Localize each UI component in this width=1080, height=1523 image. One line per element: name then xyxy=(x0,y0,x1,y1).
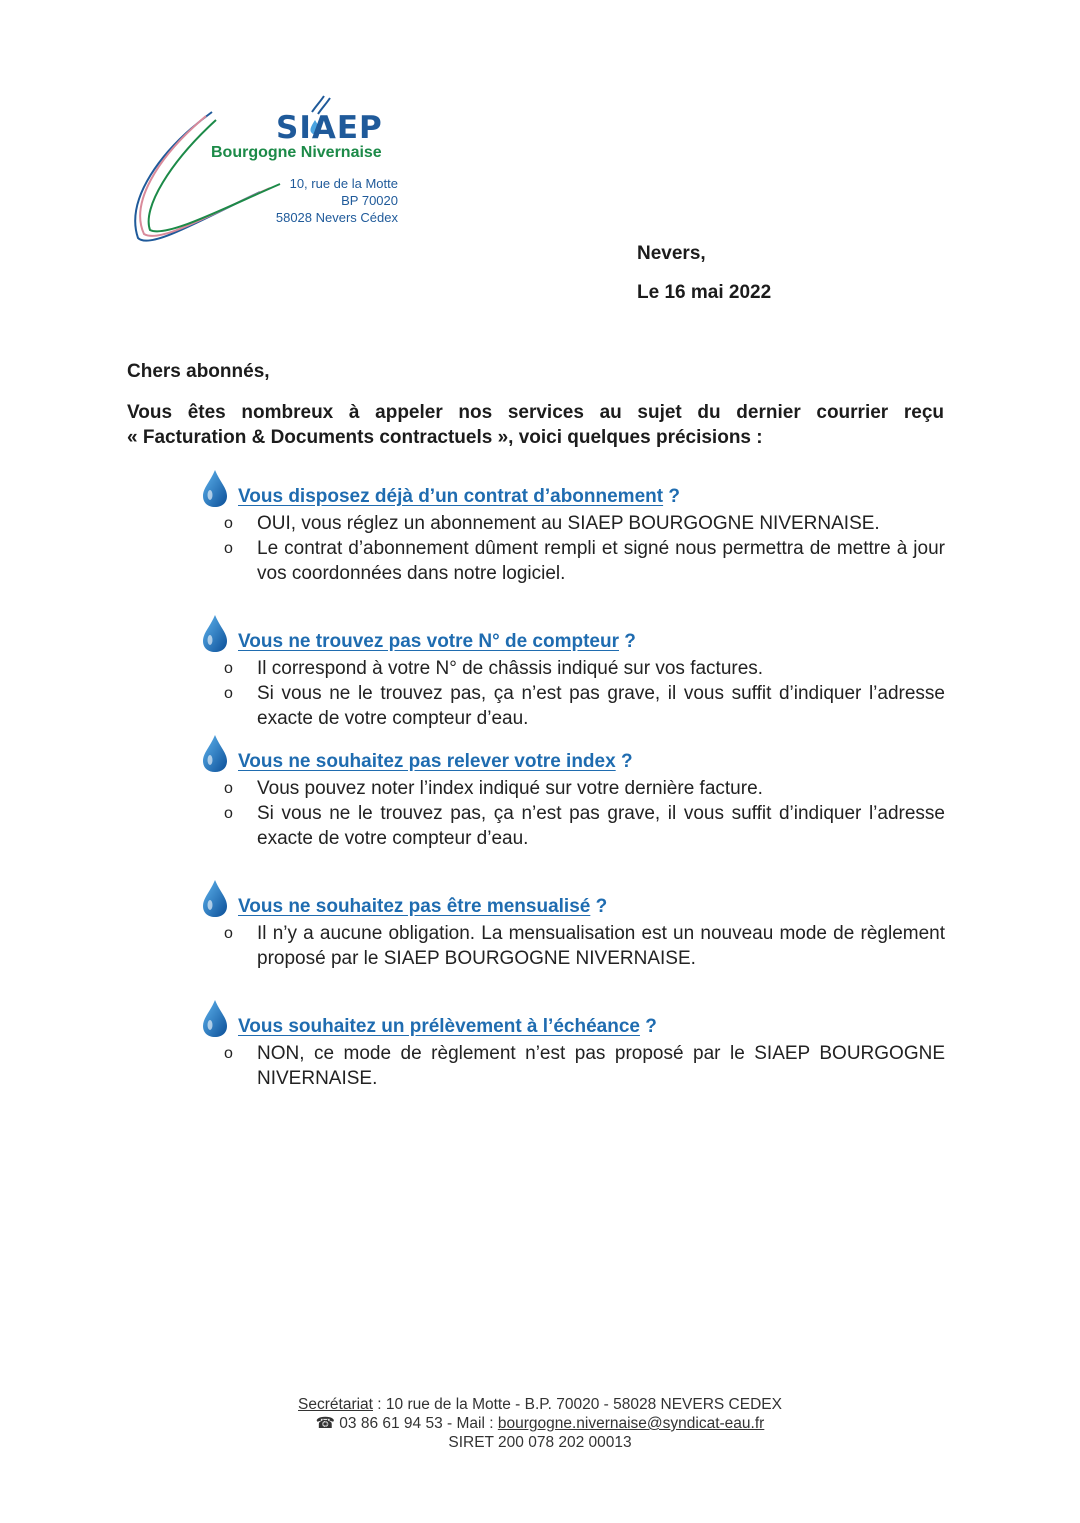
list-item: o Il correspond à votre N° de châssis indiqué sur vos factures. xyxy=(224,658,764,679)
list-item: o Vous pouvez noter l’index indiqué sur votre dernière facture. xyxy=(224,778,763,799)
answer-list xyxy=(224,656,945,731)
footer-secretariat: Secrétariat : 10 rue de la Motte - B.P. 70020 - 58028 NEVERS CEDEX xyxy=(298,1396,782,1413)
water-drop-icon xyxy=(200,878,230,918)
date-city: Nevers, xyxy=(637,243,706,264)
date-value: Le 16 mai 2022 xyxy=(637,282,772,303)
bullet: o xyxy=(224,780,233,797)
salutation: Chers abonnés, xyxy=(127,361,270,382)
address-line-3: 58028 Nevers Cédex xyxy=(275,210,398,225)
address-line-2: BP 70020 xyxy=(341,193,398,208)
question-title: Vous ne souhaitez pas être mensualisé ? xyxy=(238,896,608,917)
answer-list xyxy=(224,776,945,851)
logo-address xyxy=(276,175,398,226)
bullet: o xyxy=(224,515,233,532)
water-drop-icon xyxy=(200,733,230,773)
intro-line-1: Vous êtes nombreux à appeler nos services au sujet du dernier courrier reçu xyxy=(127,402,944,423)
list-item: o NON, ce mode de règlement n’est pas proposé par le SIAEP BOURGOGNE NIVERNAISE. xyxy=(224,1043,945,1089)
footer-contact: ☎ 03 86 61 94 53 - Mail : bourgogne.nivernaise@syndicat-eau.fr xyxy=(315,1415,765,1432)
footer xyxy=(0,1395,1080,1452)
question-title: Vous ne souhaitez pas relever votre index ? xyxy=(238,751,633,772)
bullet: o xyxy=(224,925,233,942)
water-drop-icon xyxy=(200,613,230,653)
question-title: Vous souhaitez un prélèvement à l’échéance ? xyxy=(238,1016,657,1037)
answer-list xyxy=(224,1041,945,1091)
list-item: o Si vous ne le trouvez pas, ça n’est pas grave, il vous suffit d’indiquer l’adresse exacte de votre compteur d’eau. xyxy=(224,683,945,729)
intro-line-2: « Facturation & Documents contractuels », voici quelques précisions : xyxy=(127,427,763,448)
bullet: o xyxy=(224,805,233,822)
question-title: Vous disposez déjà d’un contrat d’abonnement ? xyxy=(238,486,680,507)
bullet: o xyxy=(224,1045,233,1062)
footer-siret: SIRET 200 078 202 00013 xyxy=(448,1434,632,1451)
question-title: Vous ne trouvez pas votre N° de compteur ? xyxy=(238,631,636,652)
intro-paragraph xyxy=(127,400,944,450)
date-block xyxy=(637,243,771,321)
list-item: o Il n’y a aucune obligation. La mensualisation est un nouveau mode de règlement proposé par le SIAEP BOURGOGNE NIVERNAISE. xyxy=(224,923,945,969)
bullet: o xyxy=(224,540,233,557)
water-drop-icon xyxy=(200,468,230,508)
water-drop-icon xyxy=(200,998,230,1038)
list-item: o OUI, vous réglez un abonnement au SIAEP BOURGOGNE NIVERNAISE. xyxy=(224,513,880,534)
list-item: o Si vous ne le trouvez pas, ça n’est pas grave, il vous suffit d’indiquer l’adresse exacte de votre compteur d’eau. xyxy=(224,803,945,849)
address-line-1: 10, rue de la Motte xyxy=(289,176,398,191)
telephone-icon: ☎ xyxy=(315,1415,335,1432)
bullet: o xyxy=(224,685,233,702)
answer-list xyxy=(224,511,945,586)
email-link[interactable]: bourgogne.nivernaise@syndicat-eau.fr xyxy=(497,1415,765,1432)
logo-name: SIAEP xyxy=(276,110,383,146)
answer-list xyxy=(224,921,945,971)
list-item: o Le contrat d’abonnement dûment rempli et signé nous permettra de mettre à jour vos coordonnées dans notre logiciel. xyxy=(224,538,945,584)
siaep-logo xyxy=(120,80,420,250)
bullet: o xyxy=(224,660,233,677)
logo-subtitle: Bourgogne Nivernaise xyxy=(211,144,382,161)
